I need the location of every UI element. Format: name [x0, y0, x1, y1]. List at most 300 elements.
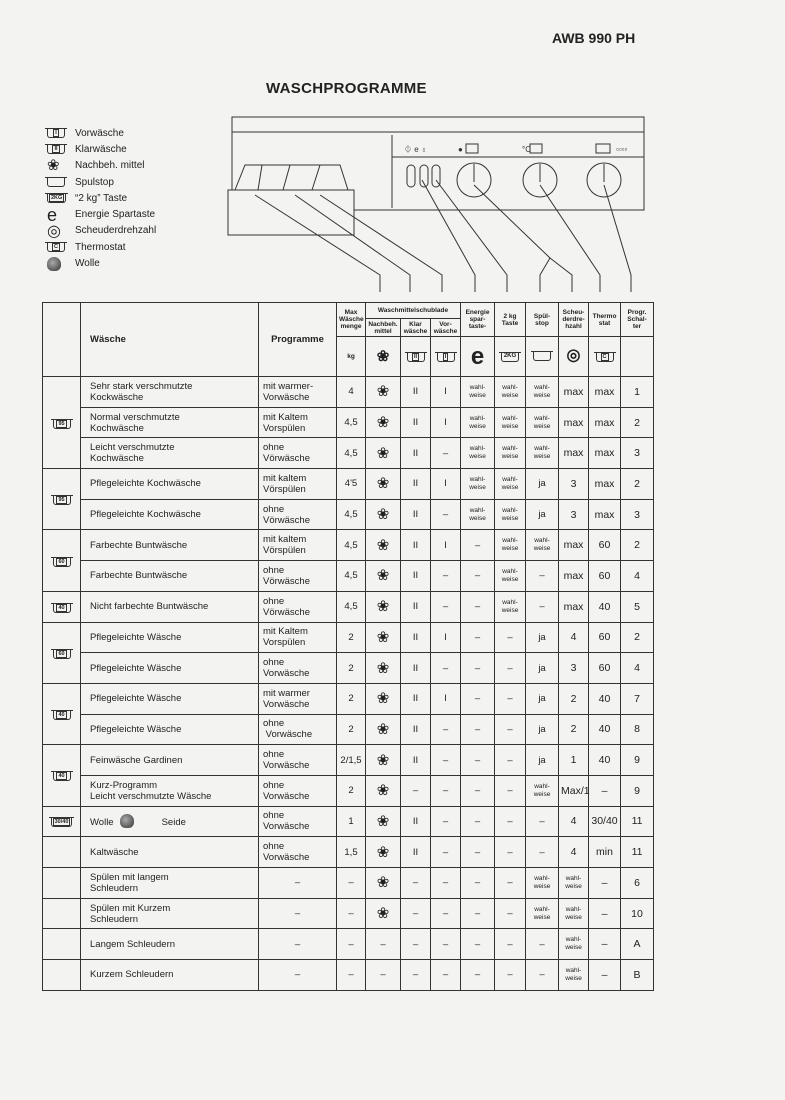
table-row [43, 622, 654, 653]
table-row [43, 530, 654, 561]
value-cell: max [559, 530, 589, 561]
table-row [43, 499, 654, 530]
group-cell [43, 530, 81, 591]
waesche-cell [81, 806, 259, 837]
group-cell [43, 377, 81, 469]
value-cell: 40 [589, 591, 621, 622]
value-cell: 60 [589, 561, 621, 592]
value-cell: II [401, 714, 431, 745]
value-cell: – [431, 929, 461, 960]
value-cell: 40 [589, 745, 621, 776]
temperature-tub-icon: 95 [53, 419, 71, 429]
value-cell: max [589, 499, 621, 530]
value-cell: – [431, 591, 461, 622]
value-cell: 3 [559, 469, 589, 500]
nachbeh-cell [366, 683, 401, 714]
value-cell: 1,5 [337, 837, 366, 868]
value-cell: 4 [621, 653, 654, 684]
value-cell: – [461, 745, 495, 776]
flower-icon: ❀ [376, 383, 390, 401]
legend-label: Wolle [75, 258, 100, 270]
nachbeh-cell [366, 530, 401, 561]
value-cell: – [401, 868, 431, 899]
value-cell: – [495, 775, 526, 806]
value-cell: – [337, 868, 366, 899]
value-cell: wahl- weise [526, 407, 559, 438]
nachbeh-cell [366, 377, 401, 408]
value-cell: – [461, 622, 495, 653]
value-cell: 4 [621, 561, 654, 592]
value-cell: ja [526, 745, 559, 776]
nachbeh-cell [366, 469, 401, 500]
value-cell: – [589, 775, 621, 806]
flower-icon: ❀ [376, 843, 390, 861]
group-cell [43, 591, 81, 622]
group-cell [43, 837, 81, 868]
value-cell: 60 [589, 653, 621, 684]
group-cell [43, 683, 81, 744]
waesche-cell: Nicht farbechte Buntwäsche [81, 591, 259, 622]
value-cell: 40 [589, 714, 621, 745]
group-cell [43, 806, 81, 837]
value-cell: I [431, 622, 461, 653]
value-cell: 11 [621, 806, 654, 837]
tub-vorwaesche-icon: I [437, 352, 455, 362]
table-row [43, 653, 654, 684]
value-cell: 2 [621, 530, 654, 561]
flower-icon: ❀ [376, 475, 390, 493]
value-cell: 4,5 [337, 530, 366, 561]
programme-cell: mit kaltem Vörspülen [259, 469, 337, 500]
programme-cell: – [259, 960, 337, 991]
value-cell: ja [526, 653, 559, 684]
value-cell: 9 [621, 775, 654, 806]
value-cell: – [431, 775, 461, 806]
waesche-cell: Pflegeleichte Kochwäsche [81, 499, 259, 530]
value-cell: II [401, 438, 431, 469]
value-cell: I [431, 407, 461, 438]
legend-label: Scheuderdrehzahl [75, 225, 157, 237]
value-cell: II [401, 469, 431, 500]
value-cell: 4 [337, 377, 366, 408]
programme-cell: ohne Vorwäsche [259, 653, 337, 684]
value-cell: – [337, 960, 366, 991]
table-row [43, 960, 654, 991]
flower-icon: ❀ [376, 598, 390, 616]
value-cell: 2 [337, 622, 366, 653]
flower-icon: ❀ [376, 414, 390, 432]
value-cell: max [559, 377, 589, 408]
value-cell: – [431, 960, 461, 991]
waesche-cell: Kaltwäsche [81, 837, 259, 868]
table-row [43, 438, 654, 469]
value-cell: wahl- weise [559, 960, 589, 991]
tub-klarwaesche-icon: II [407, 352, 425, 362]
value-cell: min [589, 837, 621, 868]
waesche-cell: Spülen mit langem Schleudern [81, 868, 259, 899]
value-cell: wahl- weise [495, 377, 526, 408]
value-cell: 1 [337, 806, 366, 837]
legend-label: Spulstop [75, 176, 114, 188]
table-row [43, 469, 654, 500]
legend-label: “2 kg” Taste [75, 192, 128, 204]
value-cell: – [526, 806, 559, 837]
value-cell: – [431, 561, 461, 592]
value-cell: – [461, 561, 495, 592]
value-cell: – [526, 929, 559, 960]
temperature-tub-icon: 60 [53, 649, 71, 659]
value-cell: wahl- weise [495, 561, 526, 592]
value-cell: – [495, 929, 526, 960]
header-klar: Klar wäsche [401, 319, 431, 337]
nachbeh-cell [366, 622, 401, 653]
programme-cell: ohne Vorwäsche [259, 837, 337, 868]
header-schleuder: Scheu- derdre- hzahl [559, 303, 589, 337]
detergent-drawer [228, 190, 354, 235]
header-energie: Energie spar- taste- [461, 303, 495, 337]
programme-cell: mit Kaltem Vorspülen [259, 407, 337, 438]
table-row [43, 714, 654, 745]
flower-icon: ❀ [376, 536, 390, 554]
energy-e-icon: e [47, 204, 58, 225]
value-cell: 2 [621, 469, 654, 500]
value-cell: 1 [621, 377, 654, 408]
programme-cell: mit warmer Vorwäsche [259, 683, 337, 714]
value-cell: 40 [589, 683, 621, 714]
waesche-cell: Pflegeleichte Wäsche [81, 683, 259, 714]
value-cell: 3 [621, 499, 654, 530]
value-cell: max [559, 438, 589, 469]
value-cell: Max/1 [559, 775, 589, 806]
header-kg: kg [337, 337, 366, 377]
table-row [43, 806, 654, 837]
programme-cell: ohne Vorwäsche [259, 714, 337, 745]
header-schublade: Waschmittelschublade [366, 303, 461, 319]
value-cell: wahl- weise [559, 898, 589, 929]
value-cell: – [461, 530, 495, 561]
value-cell: – [337, 898, 366, 929]
nachbeh-cell [366, 653, 401, 684]
group-cell [43, 929, 81, 960]
value-cell: ja [526, 469, 559, 500]
table-row [43, 561, 654, 592]
legend-label: Energie Spartaste [75, 209, 156, 221]
value-cell: – [461, 775, 495, 806]
value-cell: wahl- weise [526, 775, 559, 806]
temperature-tub-icon: 30/40 [51, 817, 73, 827]
flower-icon: ❀ [47, 157, 60, 175]
waesche-cell: Kurzem Schleudern [81, 960, 259, 991]
value-cell: II [401, 377, 431, 408]
page-title: WASCHPROGRAMME [266, 80, 427, 97]
flower-icon: ❀ [376, 690, 390, 708]
value-cell: ja [526, 683, 559, 714]
nachbeh-cell [366, 806, 401, 837]
flower-icon: ❀ [376, 348, 390, 365]
value-cell: – [461, 683, 495, 714]
wash-program-table [42, 302, 654, 991]
value-cell: – [495, 714, 526, 745]
value-cell: – [526, 591, 559, 622]
value-cell: – [401, 929, 431, 960]
waesche-cell: Kurz-Programm Leicht verschmutzte Wäsche [81, 775, 259, 806]
waesche-cell: Pflegeleichte Wäsche [81, 714, 259, 745]
value-cell: II [401, 683, 431, 714]
legend-label: Klarwäsche [75, 143, 127, 155]
nachbeh-cell [366, 499, 401, 530]
table-row [43, 591, 654, 622]
group-cell [43, 868, 81, 899]
value-cell: 4 [559, 806, 589, 837]
value-cell: 60 [589, 530, 621, 561]
value-cell: wahl- weise [559, 929, 589, 960]
temperature-tub-icon: 95 [53, 495, 71, 505]
spiral-icon: ◎ [566, 346, 581, 364]
programme-cell: ohne Vörwäsche [259, 438, 337, 469]
header-thermostat: Thermo stat [589, 303, 621, 337]
value-cell: 60 [589, 622, 621, 653]
table-row [43, 868, 654, 899]
value-cell: wahl- weise [495, 438, 526, 469]
waesche-cell: Farbechte Buntwäsche [81, 561, 259, 592]
table-row [43, 929, 654, 960]
legend-label: Thermostat [75, 241, 126, 253]
flower-icon: ❀ [376, 812, 390, 830]
value-cell: max [559, 591, 589, 622]
tub-thermostat-icon: C [596, 352, 614, 362]
value-cell: – [401, 898, 431, 929]
value-cell: max [589, 377, 621, 408]
value-cell: – [431, 806, 461, 837]
group-cell [43, 469, 81, 530]
value-cell: 4,5 [337, 561, 366, 592]
value-cell: ja [526, 714, 559, 745]
value-cell: 6 [621, 868, 654, 899]
programme-cell: ohne Vorwäsche [259, 745, 337, 776]
machine-diagram [0, 0, 785, 310]
value-cell: max [559, 561, 589, 592]
table-row [43, 407, 654, 438]
value-cell: 2 [337, 714, 366, 745]
wool-icon [120, 814, 134, 828]
tub-I-icon: I [47, 128, 65, 138]
value-cell: wahl- weise [495, 407, 526, 438]
value-cell: – [461, 837, 495, 868]
flower-icon: ❀ [376, 567, 390, 585]
value-cell: 4,5 [337, 499, 366, 530]
temperature-tub-icon: 40 [53, 771, 71, 781]
waesche-cell: Pflegeleichte Wäsche [81, 622, 259, 653]
tub-C-icon: C [47, 242, 65, 252]
value-cell: II [401, 653, 431, 684]
value-cell: – [461, 898, 495, 929]
group-cell [43, 960, 81, 991]
value-cell: – [401, 775, 431, 806]
value-cell: – [366, 960, 401, 991]
value-cell: II [401, 806, 431, 837]
value-cell: ja [526, 499, 559, 530]
programme-cell: ohne Vörwäsche [259, 499, 337, 530]
nachbeh-cell [366, 561, 401, 592]
svg-text:°C: °C [522, 145, 531, 154]
spiral-icon: ◎ [47, 222, 61, 240]
header-progr: Progr. Schal- ter [621, 303, 654, 337]
value-cell: wahl- weise [461, 499, 495, 530]
header-vor: Vor- wäsche [431, 319, 461, 337]
value-cell: 11 [621, 837, 654, 868]
waesche-cell: Pflegeleichte Wäsche [81, 653, 259, 684]
table-row [43, 775, 654, 806]
value-cell: I [431, 377, 461, 408]
value-cell: 4'5 [337, 469, 366, 500]
value-cell: 4,5 [337, 438, 366, 469]
nachbeh-cell [366, 407, 401, 438]
group-cell [43, 622, 81, 683]
value-cell: 2/1,5 [337, 745, 366, 776]
nachbeh-cell [366, 591, 401, 622]
value-cell: II [401, 530, 431, 561]
waesche-cell: Sehr stark verschmutzte Kockwäsche [81, 377, 259, 408]
flower-icon: ❀ [376, 905, 390, 923]
programme-cell: mit kaltem Vörspülen [259, 530, 337, 561]
programme-cell: – [259, 868, 337, 899]
waesche-cell: Farbechte Buntwäsche [81, 530, 259, 561]
value-cell: 10 [621, 898, 654, 929]
value-cell: 5 [621, 591, 654, 622]
value-cell: 4 [559, 837, 589, 868]
header-max: Max Wäsche menge [337, 303, 366, 337]
value-cell: wahl- weise [461, 407, 495, 438]
value-cell: – [495, 898, 526, 929]
flower-icon: ❀ [376, 659, 390, 677]
value-cell: – [589, 960, 621, 991]
value-cell: – [495, 837, 526, 868]
value-cell: ja [526, 622, 559, 653]
tub-2kg-icon: 2KG [47, 193, 66, 203]
value-cell: 4,5 [337, 591, 366, 622]
value-cell: 4 [559, 622, 589, 653]
value-cell: 1 [559, 745, 589, 776]
flower-icon: ❀ [376, 628, 390, 646]
header-waesche: Wäsche [81, 303, 259, 377]
waesche-label: Wolle [90, 817, 114, 829]
svg-text:⏀ e ♁: ⏀ e ♁ [404, 145, 427, 154]
waesche-cell: Langem Schleudern [81, 929, 259, 960]
value-cell: 2 [621, 622, 654, 653]
energy-e-icon: e [470, 342, 485, 370]
waesche-label: Seide [161, 817, 186, 829]
waesche-cell: Spülen mit Kurzem Schleudern [81, 898, 259, 929]
value-cell: – [431, 837, 461, 868]
temperature-tub-icon: 40 [53, 710, 71, 720]
value-cell: max [589, 438, 621, 469]
flower-icon: ❀ [376, 720, 390, 738]
value-cell: – [431, 745, 461, 776]
table-row [43, 837, 654, 868]
value-cell: max [559, 407, 589, 438]
value-cell: – [431, 438, 461, 469]
value-cell: wahl- weise [526, 377, 559, 408]
waesche-cell: Normal verschmutzte Kochwäsche [81, 407, 259, 438]
value-cell: – [589, 898, 621, 929]
value-cell: wahl- weise [495, 499, 526, 530]
flower-icon: ❀ [376, 782, 390, 800]
nachbeh-cell [366, 775, 401, 806]
value-cell: – [495, 868, 526, 899]
value-cell: – [461, 868, 495, 899]
waesche-cell: Feinwäsche Gardinen [81, 745, 259, 776]
value-cell: 8 [621, 714, 654, 745]
value-cell: A [621, 929, 654, 960]
value-cell: wahl- weise [526, 898, 559, 929]
programme-cell: ohne Vorwäsche [259, 775, 337, 806]
value-cell: wahl- weise [559, 868, 589, 899]
svg-text:●: ● [458, 145, 463, 154]
value-cell: – [431, 653, 461, 684]
value-cell: 2 [621, 407, 654, 438]
value-cell: wahl- weise [461, 438, 495, 469]
value-cell: – [461, 806, 495, 837]
value-cell: – [461, 653, 495, 684]
value-cell: 2 [337, 775, 366, 806]
value-cell: 4,5 [337, 407, 366, 438]
programme-cell: mit Kaltem Vorspülen [259, 622, 337, 653]
value-cell: wahl- weise [495, 591, 526, 622]
value-cell: 2 [337, 683, 366, 714]
group-cell [43, 745, 81, 806]
value-cell: – [401, 960, 431, 991]
value-cell: 3 [559, 653, 589, 684]
value-cell: max [589, 407, 621, 438]
value-cell: wahl- weise [495, 469, 526, 500]
value-cell: II [401, 745, 431, 776]
value-cell: – [431, 714, 461, 745]
value-cell: – [495, 653, 526, 684]
nachbeh-cell [366, 438, 401, 469]
value-cell: – [461, 960, 495, 991]
header-nachbeh: Nachbeh. mittel [366, 319, 401, 337]
temperature-tub-icon: 60 [53, 557, 71, 567]
flower-icon: ❀ [376, 506, 390, 524]
value-cell: – [495, 622, 526, 653]
value-cell: I [431, 530, 461, 561]
value-cell: – [366, 929, 401, 960]
value-cell: – [337, 929, 366, 960]
value-cell: B [621, 960, 654, 991]
group-cell [43, 898, 81, 929]
value-cell: 2 [559, 683, 589, 714]
nachbeh-cell [366, 714, 401, 745]
svg-text:▫▫▫▫: ▫▫▫▫ [616, 145, 628, 154]
value-cell: – [431, 499, 461, 530]
legend-label: Nachbeh. mittel [75, 160, 145, 172]
value-cell: – [589, 929, 621, 960]
value-cell: wahl- weise [526, 530, 559, 561]
programme-cell: – [259, 898, 337, 929]
legend-label: Vorwäsche [75, 127, 124, 139]
value-cell: – [431, 898, 461, 929]
value-cell: 9 [621, 745, 654, 776]
value-cell: – [589, 868, 621, 899]
programme-cell: – [259, 929, 337, 960]
value-cell: wahl- weise [495, 530, 526, 561]
flower-icon: ❀ [376, 874, 390, 892]
table-row [43, 683, 654, 714]
tub-2kg-icon: 2KG [501, 352, 519, 362]
value-cell: – [431, 868, 461, 899]
tub-II-icon: II [47, 144, 65, 154]
value-cell: – [495, 683, 526, 714]
